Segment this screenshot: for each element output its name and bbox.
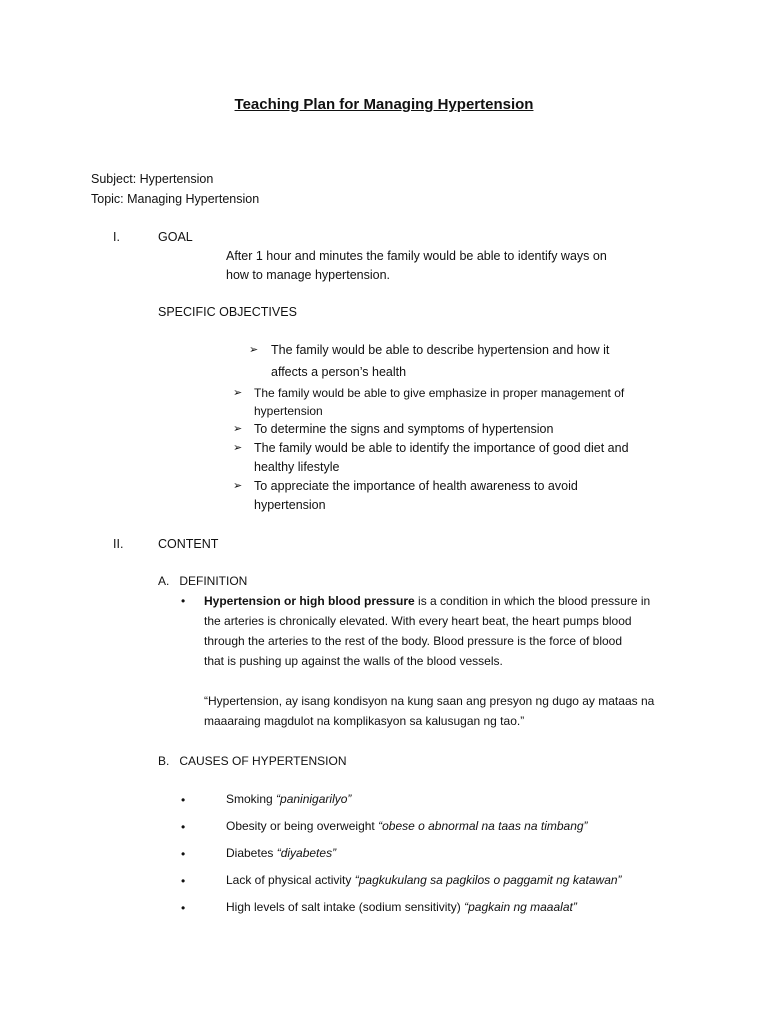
definition-quote-line1: “Hypertension, ay isang kondisyon na kung saan ang presyon ng dugo ay mataas na [204,694,655,708]
definition-heading: A. DEFINITION [158,574,248,588]
content-heading: CONTENT [158,537,219,551]
goal-numeral: I. [113,230,120,244]
topic-line: Topic: Managing Hypertension [91,192,260,206]
cause-translation: “obese o abnormal na taas na timbang” [378,819,588,833]
objective-marker-icon: ➢ [233,387,243,399]
cause-translation: “pagkukulang sa pagkilos o paggamit ng katawan” [354,873,622,887]
cause-item-1 [226,792,351,807]
cause-item-3 [226,846,336,861]
definition-bullet-icon: • [181,594,186,608]
cause-bullet-icon: • [181,820,186,834]
objective-marker-icon: ➢ [233,423,243,435]
objective-marker-icon: ➢ [233,442,243,454]
cause-label: Diabetes [226,846,277,860]
definition-line2: the arteries is chronically elevated. With every heart beat, the heart pumps blood [204,614,632,628]
goal-heading: GOAL [158,230,193,244]
definition-quote-line2: maaaraing magdulot na komplikasyon sa kalusugan ng tao.” [204,714,525,728]
causes-heading: B. CAUSES OF HYPERTENSION [158,754,347,768]
cause-bullet-icon: • [181,874,186,888]
cause-label: Lack of physical activity [226,873,355,887]
definition-line4: that is pushing up against the walls of the blood vessels. [204,654,503,668]
objective-4-line1: The family would be able to identify the importance of good diet and [254,441,629,455]
cause-label: Smoking [226,792,277,806]
objective-marker-icon: ➢ [233,480,243,492]
goal-text-line1: After 1 hour and minutes the family would be able to identify ways on [226,249,607,263]
specific-objectives-heading: SPECIFIC OBJECTIVES [158,305,297,319]
goal-text-line2: how to manage hypertension. [226,268,390,282]
objective-5-line1: To appreciate the importance of health awareness to avoid [254,479,578,493]
cause-bullet-icon: • [181,793,186,807]
objective-marker-icon: ➢ [249,344,259,356]
objective-1-line1: The family would be able to describe hypertension and how it [271,343,610,357]
cause-label: High levels of salt intake (sodium sensitivity) [226,900,465,914]
definition-line1-rest: is a condition in which the blood pressure in [414,594,651,608]
cause-item-5 [226,900,577,915]
cause-bullet-icon: • [181,901,186,915]
cause-bullet-icon: • [181,847,186,861]
objective-2-line1: The family would be able to give emphasize in proper management of [254,386,625,400]
cause-translation: “paninigarilyo” [276,792,352,806]
definition-line3: through the arteries to the rest of the body. Blood pressure is the force of blood [204,634,623,648]
objective-3-line1: To determine the signs and symptoms of hypertension [254,422,554,436]
objective-4-line2: healthy lifestyle [254,460,340,474]
content-numeral: II. [113,537,124,551]
definition-line1 [204,594,650,609]
objective-5-line2: hypertension [254,498,326,512]
document-title: Teaching Plan for Managing Hypertension [234,96,534,113]
cause-item-2 [226,819,588,834]
objective-2-line2: hypertension [254,404,323,418]
definition-term: Hypertension or high blood pressure [204,594,415,608]
cause-translation: “diyabetes” [276,846,337,860]
cause-label: Obesity or being overweight [226,819,379,833]
subject-line: Subject: Hypertension [91,172,214,186]
cause-translation: “pagkain ng maaalat” [464,900,577,914]
objective-1-line2: affects a person’s health [271,365,407,379]
cause-item-4 [226,873,622,888]
